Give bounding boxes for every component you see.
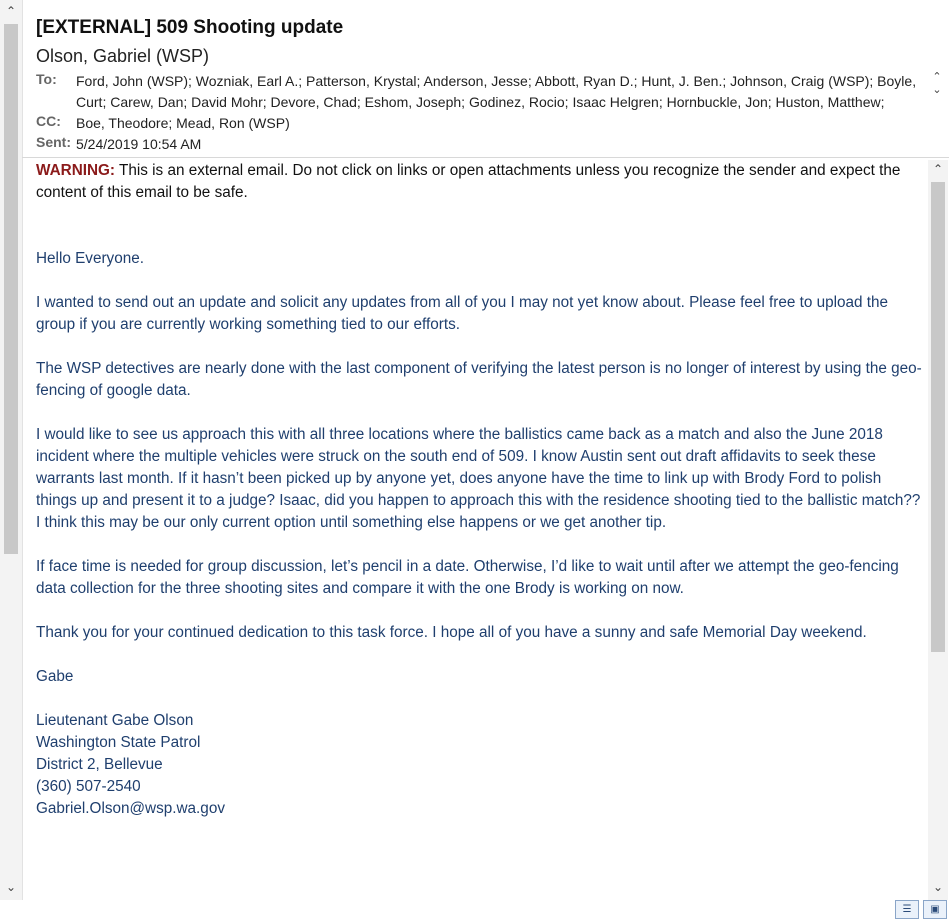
view-buttons (895, 900, 947, 919)
reading-view-icon[interactable]: ▣ (923, 900, 947, 919)
chevron-down-icon[interactable]: ⌄ (932, 84, 942, 96)
signature-name: Lieutenant Gabe Olson (36, 712, 194, 729)
signature-org: Washington State Patrol (36, 734, 201, 751)
signature-district: District 2, Bellevue (36, 756, 163, 773)
to-row (36, 71, 916, 115)
to-recipients[interactable]: Ford, John (WSP); Wozniak, Earl A.; Patterson, Krystal; Anderson, Jesse; Abbott, Ryan D.; Hunt, J. Ben.; Johnson, Craig (WSP); Boyle, Curt; Carew, Dan; David Mohr; Devore, Chad; Eshom, Joseph; Godinez, Rocio; Isaac Helgren; Hornbuckle, Jon; Huston, Matthew; (76, 73, 917, 110)
email-subject: [EXTERNAL] 509 Shooting update (36, 17, 344, 38)
paragraph-2: The WSP detectives are nearly done with the last component of verifying the latest person is no longer of interest by using the geo-fencing of google data. (36, 360, 922, 399)
normal-view-icon[interactable]: ☰ (895, 900, 919, 919)
greeting: Hello Everyone. (36, 250, 144, 267)
sent-label: Sent: (36, 134, 71, 150)
header-divider (22, 157, 949, 158)
sent-row (36, 134, 916, 156)
paragraph-3b: I think this may be our only current option until something else happens or we get another tip. (36, 514, 667, 531)
signoff: Gabe (36, 668, 74, 685)
outer-scrollbar-thumb[interactable] (4, 24, 18, 554)
external-warning (36, 160, 926, 204)
email-body (36, 160, 926, 820)
paragraph-3: I would like to see us approach this with all three locations where the ballistics came back as a match and also the June 2018 incident where the multiple vehicles were struck on the south end of 509. I know Austin sent out draft affidavits to seek these warrants last month. If it hasn’t been picked up by anyone yet, does anyone have the time to link up with Brody Ford to polish things up and present it to a judge? Isaac, did you happen to approach this with the residence shooting tied to the ballistic match?? (36, 426, 921, 509)
outer-scrollbar[interactable] (0, 0, 23, 900)
recipients-scrollbar[interactable] (929, 70, 945, 110)
warning-text: This is an external email. Do not click on links or open attachments unless you recognize the sender and expect the content of this email to be safe. (36, 162, 901, 201)
paragraph-1: I wanted to send out an update and solicit any updates from all of you I may not yet know about. Please feel free to upload the group if you are currently working something tied to our efforts. (36, 294, 889, 333)
chevron-up-icon[interactable]: ⌃ (5, 4, 17, 18)
chevron-up-icon[interactable]: ⌃ (932, 71, 942, 83)
to-label: To: (36, 71, 57, 87)
cc-label: CC: (36, 113, 61, 129)
chevron-down-icon[interactable]: ⌄ (932, 880, 944, 894)
signature-email[interactable]: Gabriel.Olson@wsp.wa.gov (36, 800, 225, 817)
chevron-down-icon[interactable]: ⌄ (5, 880, 17, 894)
paragraph-4: If face time is needed for group discussion, let’s pencil in a date. Otherwise, I’d like to wait until after we attempt the geo-fencing data collection for the three shooting sites and compare it with the one Brody is working on now. (36, 558, 899, 597)
sent-date: 5/24/2019 10:54 AM (76, 136, 202, 152)
cc-recipients[interactable]: Boe, Theodore; Mead, Ron (WSP) (76, 115, 290, 131)
chevron-up-icon[interactable]: ⌃ (932, 162, 944, 176)
body-scrollbar-thumb[interactable] (931, 182, 945, 652)
warning-label: WARNING: (36, 162, 116, 179)
body-scrollbar[interactable] (928, 160, 948, 900)
paragraph-5: Thank you for your continued dedication to this task force. I hope all of you have a sunny and safe Memorial Day weekend. (36, 624, 867, 641)
signature-phone: (360) 507-2540 (36, 778, 141, 795)
email-sender[interactable]: Olson, Gabriel (WSP) (36, 46, 210, 66)
cc-row (36, 113, 916, 135)
